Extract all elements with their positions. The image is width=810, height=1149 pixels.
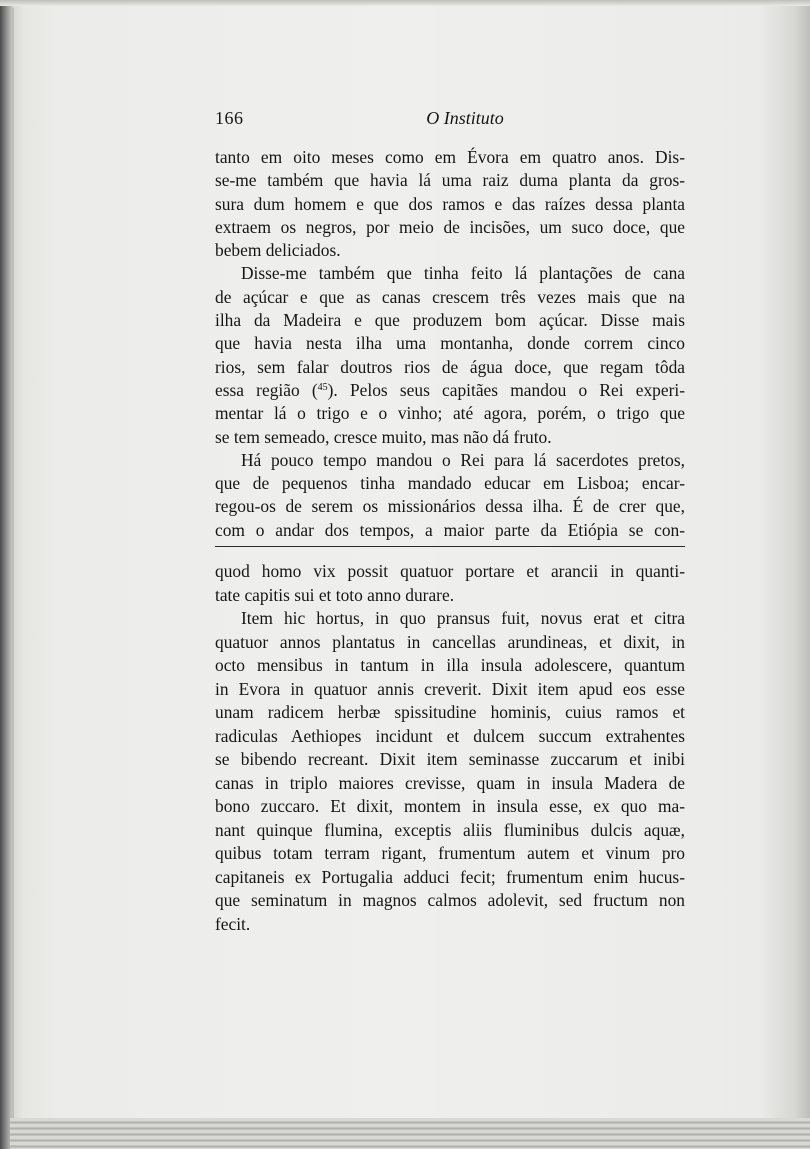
text-line: bebem deliciados.	[215, 240, 341, 261]
paragraph-1	[215, 146, 685, 262]
text-line: extraem os negros, por meio de incisões, um suco doce, que	[215, 216, 685, 237]
text-line: Há pouco tempo mandou o Rei para lá sacerdotes pretos,	[241, 449, 685, 470]
text-line: quatuor annos plantatus in cancellas arundineas, et dixit, in	[215, 631, 685, 652]
main-text	[215, 146, 685, 542]
paragraph-2	[215, 262, 685, 448]
text-line: canas in triplo maiores crevisse, quam in insula Madera de	[215, 772, 685, 793]
text-line: quibus totam terram rigant, frumentum autem et vinum pro	[215, 843, 685, 863]
text-line: Disse-me também que tinha feito lá plantações de cana	[241, 263, 685, 284]
text-line: regou-os de serem os missionários dessa ilha. É de crer que,	[215, 496, 685, 517]
text-line: octo mensibus in tantum in illa insula adolescere, quantum	[215, 655, 685, 675]
text-line: rios, sem falar doutros rios de água doce, que regam tôda	[215, 356, 685, 377]
text-line: se tem semeado, cresce muito, mas não dá fruto.	[215, 426, 552, 447]
paragraph-3	[215, 449, 685, 542]
text-line: capitaneis ex Portugalia adduci fecit; frumentum enim hucus-	[215, 866, 685, 887]
running-head	[215, 108, 685, 132]
text-line: nant quinque flumina, exceptis aliis fluminibus dulcis aquæ,	[215, 819, 685, 840]
footnote-ref: 45	[317, 381, 328, 393]
text-line: que havia nesta ilha uma montanha, donde correm cinco	[215, 333, 685, 354]
text-line: fecit.	[215, 913, 251, 934]
text-line: se bibendo recreant. Dixit item seminasse zuccarum et inibi	[215, 749, 685, 769]
page-left-edge	[12, 8, 14, 1128]
footnote-divider	[215, 546, 685, 547]
text-line: se-me também que havia lá uma raiz duma planta da gros-	[215, 170, 685, 191]
page-top-edge	[0, 0, 810, 6]
text-line: mentar lá o trigo e o vinho; até agora, porém, o trigo que	[215, 403, 685, 424]
text-line	[215, 379, 685, 402]
page-number: 166	[215, 108, 244, 128]
text-line: que de pequenos tinha mandado educar em Lisboa; encar-	[215, 473, 685, 494]
text-line: unam radicem herbæ spissitudine hominis, cuius ramos et	[215, 702, 685, 722]
text-line: ilha da Madeira e que produzem bom açúcar. Disse mais	[215, 310, 685, 331]
text-line: radiculas Aethiopes incidunt et dulcem succum extrahentes	[215, 725, 685, 746]
page-stack-bottom-edge	[10, 1118, 810, 1149]
text-line: tate capitis sui et toto anno durare.	[215, 584, 455, 605]
text-line: que seminatum in magnos calmos adolevit, sed fructum non	[215, 890, 685, 910]
text-line: de açúcar e que as canas crescem três vezes mais que na	[215, 286, 685, 307]
text-line: Item hic hortus, in quo pransus fuit, novus erat et citra	[241, 608, 685, 628]
text-segment: essa região (	[215, 379, 318, 400]
text-line: sura dum homem e que dos ramos e das raízes dessa planta	[215, 193, 685, 214]
footnote	[215, 560, 685, 936]
text-line: quod homo vix possit quatuor portare et arancii in quanti-	[215, 561, 685, 581]
footnote-paragraph-1	[215, 560, 685, 607]
text-line: tanto em oito meses como em Évora em quatro anos. Dis-	[215, 147, 685, 167]
text-line: in Evora in quatuor annis creverit. Dixit item apud eos esse	[215, 678, 685, 699]
journal-title: O Instituto	[426, 108, 504, 128]
text-segment: ). Pelos seus capitães mandou o Rei experi-	[327, 379, 685, 400]
text-line: com o andar dos tempos, a maior parte da Etiópia se con-	[215, 519, 685, 540]
text-line: bono zuccaro. Et dixit, montem in insula esse, ex quo ma-	[215, 796, 685, 816]
footnote-paragraph-2	[215, 607, 685, 936]
